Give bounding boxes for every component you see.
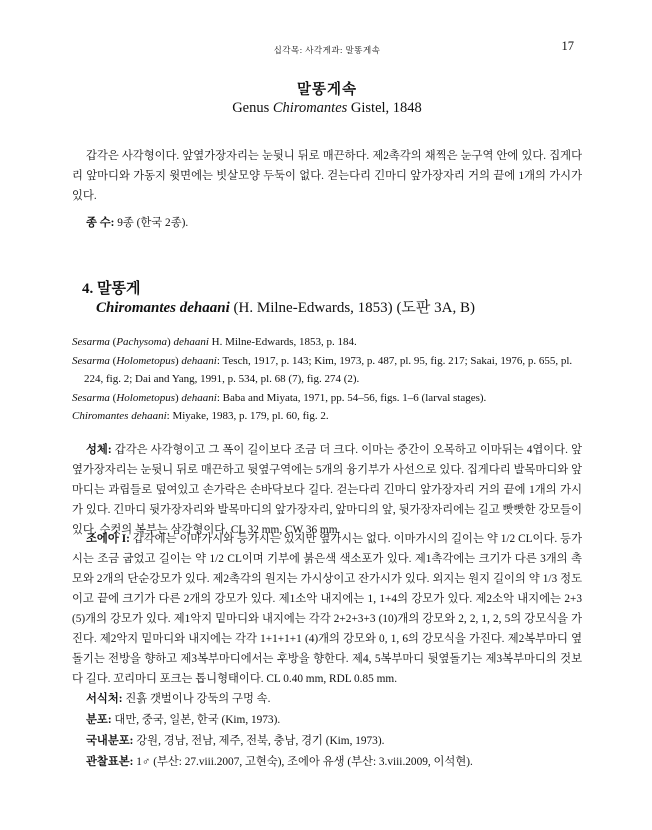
- species-count: 종 수: 9종 (한국 2종).: [86, 217, 189, 229]
- synonym-citation: : Miyake, 1983, p. 179, pl. 60, fig. 2.: [166, 410, 329, 422]
- species-number-title: 4. 말똥게: [82, 281, 141, 297]
- distribution: 분포: 대만, 중국, 일본, 한국 (Kim, 1973).: [86, 714, 281, 726]
- specimens-label: 관찰표본: [86, 756, 130, 768]
- running-head: 십각목: 사각게과: 말똥게속: [273, 45, 381, 55]
- synonym-entry: [72, 407, 582, 426]
- habitat-value: 진흙 갯벌이나 강둑의 구멍 속.: [125, 693, 271, 705]
- zoea-label: 조에아 I: [86, 533, 127, 545]
- species-count-label: 종 수: [86, 217, 111, 229]
- genus-latin-title: [72, 98, 582, 118]
- synonym-genus: Chiromantes: [72, 410, 129, 422]
- adult-description: 성체: 갑각은 사각형이고 그 폭이 길이보다 조금 더 크다. 이마는 중간이 오목하고 이마뒤는 4엽이다. 앞옆가장자리는 눈뒷니 뒤로 매끈하고 뒷옆구역에는 5개의 융기부가 사선으로 있다. 집게다리 발목마디와 앞마디는 과립들로 덮여있고 손가락은 손바닥보다 길다. 걷는다리 긴마디 앞가장자리 거의 끝에 1개의 가시가 있다. 긴마디 뒷가장자리와 발목마디의 앞가장자리, 앞마디의 앞, 뒷가장자리에는 길고 빳빳한 강모들이 있다. 수컷의 복부는 삼각형이다. CL 32 mm, CW 36 mm.: [72, 444, 583, 536]
- synonym-citation: : Baba and Miyata, 1971, pp. 54–56, figs. 1–6 (larval stages).: [216, 391, 487, 404]
- adult-text: 갑각은 사각형이고 그 폭이 길이보다 조금 더 크다. 이마는 중간이 오목하고 이마뒤는 4엽이다. 앞옆가장자리는 눈뒷니 뒤로 매끈하고 뒷옆구역에는 5개의 융기부가 사선으로 있다. 집게다리 발목마디와 앞마디는 과립들로 덮여있고 손가락은 손바닥보다 길다. 걷는다리 긴마디 앞가장자리 거의 끝에 1개의 가시가 있다. 긴마디 뒷가장자리와 발목마디의 앞가장자리, 앞마디의 앞, 뒷가장자리에는 길고 빳빳한 강모들이 있다. 수컷의 복부는 삼각형이다. CL 32 mm, CW 36 mm.: [72, 444, 583, 536]
- synonym-species: dehaani: [173, 336, 209, 348]
- habitat-label: 서식처: [86, 693, 119, 705]
- synonym-citation: : Tesch, 1917, p. 143; Kim, 1973, p. 487, pl. 95, fig. 217; Sakai, 1976, p. 655, pl. 224, fig. 2; Dai and Yang, 1991, p. 534, pl. 68 (7), fig. 274 (2).: [84, 354, 573, 385]
- zoea-text: 갑각에는 이마가시와 등가시는 있지만 옆가시는 없다. 이마가시의 길이는 약 1/2 CL이다. 등가시는 조금 굽었고 길이는 약 1/2 CL이며 기부에 붉은색 색소포가 있다. 제1촉각에는 크기가 다른 3개의 촉모와 2개의 단순강모가 있다. 제2촉각의 원지는 가시상이고 잔가시가 있다. 외지는 원지 길이의 약 1/3 정도이고 끝에 크기가 다른 2개의 강모가 있다. 제1소악 내지에는 1, 1+4의 강모가 있다. 제2소악 내지에는 2+3 (5)개의 강모가 있다. 제1악지 밑마디와 내지에는 각각 2+2+3+3 (10)개의 강모와 2, 2, 1, 2, 5의 강모식을 가진다. 제2악지 밑마디와 내지에는 각각 1+1+1+1 (4)개의 강모와 0, 1, 6의 강모식을 가진다. 제2복부마디 옆돌기는 전방을 향하고 제3복부마디에서는 후방을 향한다. 제4, 5복부마디 뒷옆돌기는 제3복부마디의 것보다 길다. 꼬리마디 포크는 톱니형태이다. CL 0.40 mm, RDL 0.85 mm.: [72, 533, 582, 685]
- synonym-genus: Sesarma: [72, 354, 110, 367]
- synonym-species: dehaani: [181, 354, 217, 367]
- synonymy-list: [72, 333, 582, 426]
- specimens-examined: 관찰표본: 1♂ (부산: 27.viii.2007, 고현숙), 조에아 유생 (부산: 3.viii.2009, 이석현).: [86, 756, 473, 768]
- domestic-distribution: 국내분포: 강원, 경남, 전남, 제주, 전북, 충남, 경기 (Kim, 1973).: [86, 735, 385, 747]
- synonym-species: dehaani: [181, 391, 217, 404]
- habitat: 서식처: 진흙 갯벌이나 강둑의 구멍 속.: [86, 693, 271, 705]
- species-scientific-name: Chiromantes dehaani: [96, 300, 230, 316]
- genus-korean-title: 말똥게속: [296, 82, 358, 98]
- synonym-subgenus: Holometopus: [116, 354, 175, 367]
- adult-label: 성체: [86, 444, 108, 456]
- synonym-genus: Sesarma: [72, 336, 110, 348]
- synonym-subgenus: Holometopus: [116, 391, 175, 404]
- genus-name: Chiromantes: [272, 100, 348, 116]
- domestic-distribution-label: 국내분포: [86, 735, 130, 747]
- synonym-entry: Sesarma (Holometopus) dehaani: Baba and Miyata, 1971, pp. 54–56, figs. 1–6 (larval stages).: [72, 391, 487, 404]
- synonym-subgenus: Pachysoma: [116, 336, 168, 348]
- distribution-value: 대만, 중국, 일본, 한국 (Kim, 1973).: [114, 714, 281, 726]
- genus-authority: Gistel, 1848: [350, 100, 422, 116]
- species-heading: [82, 280, 582, 318]
- page-number: 17: [561, 39, 574, 53]
- species-count-value: 9종 (한국 2종).: [117, 217, 189, 229]
- synonym-entry: Sesarma (Holometopus) dehaani: Tesch, 1917, p. 143; Kim, 1973, p. 487, pl. 95, fig. 217; Sakai, 1976, p. 655, pl. 224, fig. 2; Dai and Yang, 1991, p. 534, pl. 68 (7), fig. 274 (2).: [72, 354, 573, 385]
- zoea-description: 조에아 I: 갑각에는 이마가시와 등가시는 있지만 옆가시는 없다. 이마가시의 길이는 약 1/2 CL이다. 등가시는 조금 굽었고 길이는 약 1/2 CL이며 기부에 붉은색 색소포가 있다. 제1촉각에는 크기가 다른 3개의 촉모와 2개의 단순강모가 있다. 제2촉각의 원지는 가시상이고 잔가시가 있다. 외지는 원지 길이의 약 1/3 정도이고 끝에 크기가 다른 2개의 강모가 있다. 제1소악 내지에는 1, 1+4의 강모가 있다. 제2소악 내지에는 2+3 (5)개의 강모가 있다. 제1악지 밑마디와 내지에는 각각 2+2+3+3 (10)개의 강모와 2, 2, 1, 2, 5의 강모식을 가진다. 제2악지 밑마디와 내지에는 각각 1+1+1+1 (4)개의 강모와 0, 1, 6의 강모식을 가진다. 제2복부마디 옆돌기는 전방을 향하고 제3복부마디에서는 후방을 향한다. 제4, 5복부마디 뒷옆돌기는 제3복부마디의 것보다 길다. 꼬리마디 포크는 톱니형태이다. CL 0.40 mm, RDL 0.85 mm.: [72, 533, 582, 685]
- synonym-entry: Sesarma (Pachysoma) dehaani H. Milne-Edwards, 1853, p. 184.: [72, 336, 357, 348]
- synonym-species: dehaani: [131, 410, 167, 422]
- synonym-citation: H. Milne-Edwards, 1853, p. 184.: [208, 336, 357, 348]
- genus-word: Genus: [232, 100, 270, 116]
- page-header: [72, 40, 582, 56]
- domestic-distribution-value: 강원, 경남, 전남, 제주, 전북, 충남, 경기 (Kim, 1973).: [136, 735, 385, 747]
- specimens-value: 1♂ (부산: 27.viii.2007, 고현숙), 조에아 유생 (부산: 3.viii.2009, 이석현).: [136, 756, 473, 768]
- species-authority: (H. Milne-Edwards, 1853): [233, 300, 393, 316]
- distribution-label: 분포: [86, 714, 108, 726]
- genus-description: 갑각은 사각형이다. 앞옆가장자리는 눈뒷니 뒤로 매끈하다. 제2촉각의 채찍은 눈구역 안에 있다. 집게다리 앞마디와 가동지 윗면에는 빗살모양 두둑이 없다. 걷는다리 긴마디 앞가장자리 거의 끝에 1개의 가시가 있다.: [72, 150, 582, 202]
- synonym-genus: Sesarma: [72, 391, 110, 404]
- species-plate-ref: (도판 3A, B): [396, 300, 475, 316]
